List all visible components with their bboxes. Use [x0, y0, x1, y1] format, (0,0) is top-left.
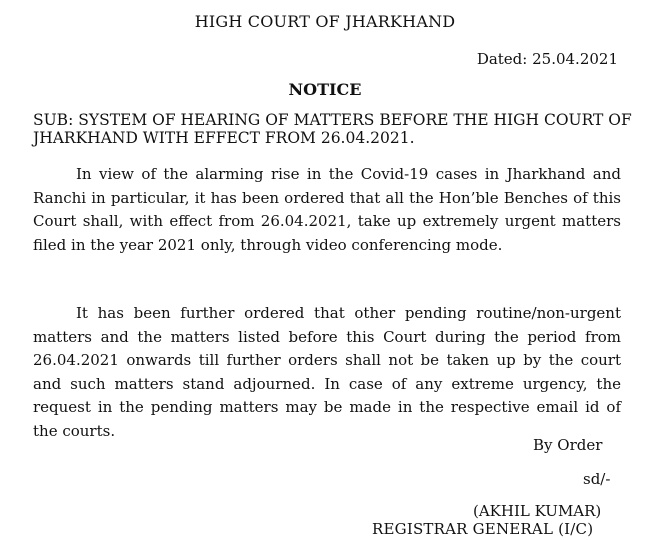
- signed-mark: sd/-: [583, 470, 611, 488]
- notice-date: Dated: 25.04.2021: [476, 50, 618, 68]
- by-order-text: By Order: [533, 436, 603, 454]
- court-title: HIGH COURT OF JHARKHAND: [194, 12, 456, 31]
- signatory-designation: REGISTRAR GENERAL (I/C): [372, 520, 594, 538]
- notice-paragraph-1: In view of the alarming rise in the Covid-19 cases in Jharkhand and Ranchi in particular, it has been ordered that all the Hon’ble Benches of this Court shall, with effect from 26.04.2021, take up extremely urgent matters filed in the year 2021 only, through video conferencing mode.: [33, 165, 621, 254]
- notice-paragraph-2: It has been further ordered that other pending routine/non-urgent matters and the matters listed before this Court during the period from 26.04.2021 onwards till further orders shall not be taken up by the court and such matters stand adjourned. In case of any extreme urgency, the request in the pending matters may be made in the respective email id of the courts.: [33, 304, 621, 440]
- notice-subject: SUB: SYSTEM OF HEARING OF MATTERS BEFORE THE HIGH COURT OF JHARKHAND WITH EFFECT FROM 26.04.2021.: [33, 111, 632, 147]
- notice-heading: NOTICE: [288, 80, 362, 99]
- signatory-name: (AKHIL KUMAR): [473, 502, 602, 520]
